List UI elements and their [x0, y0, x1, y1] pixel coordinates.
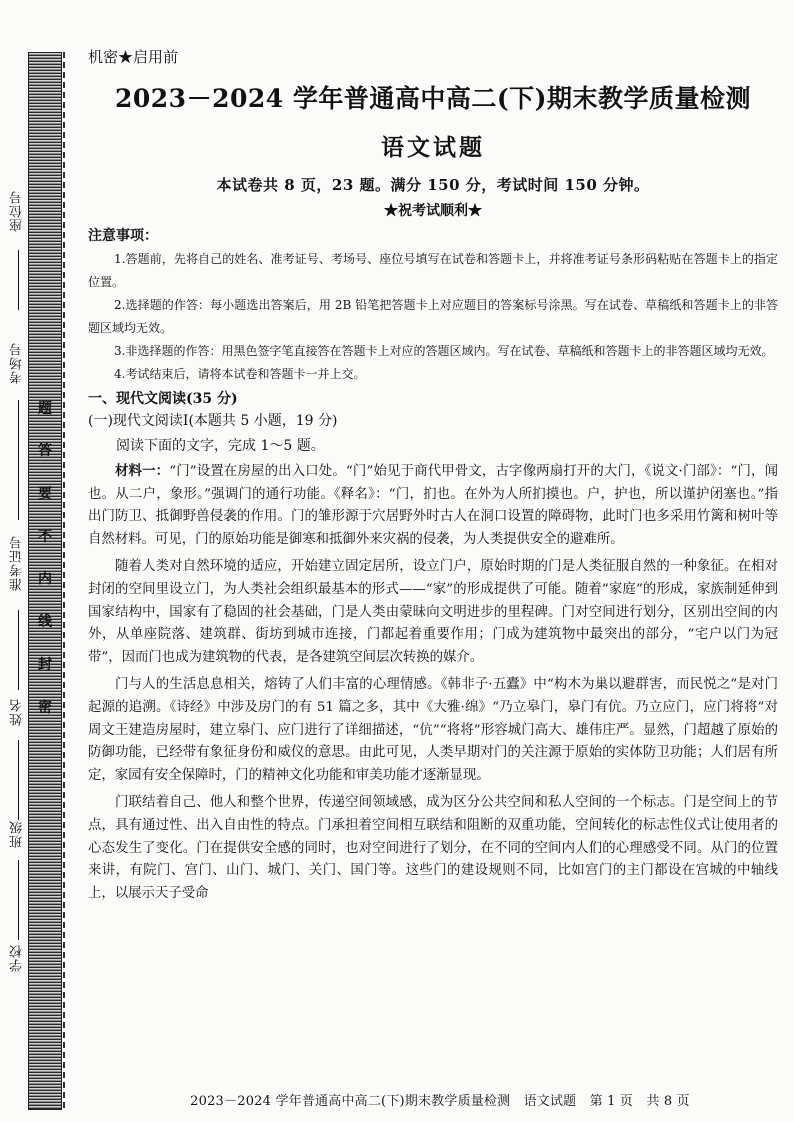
seal-char: 不: [38, 529, 52, 545]
seal-char: 题: [38, 401, 52, 417]
page-footer: 2023－2024 学年普通高中高二(下)期末教学质量检测 语文试题 第 1 页 共 8 页: [190, 1094, 690, 1109]
exam-room-field: [18, 400, 19, 520]
seal-line: [63, 52, 65, 1108]
name-field: [18, 740, 19, 820]
material-label: 材料一：: [115, 463, 170, 479]
exam-info: 本试卷共 8 页，23 题。满分 150 分，考试时间 150 分钟。: [216, 176, 650, 194]
seal-char: 内: [38, 571, 52, 587]
subsection-title: (一)现代文阅读Ⅰ(本题共 5 小题，19 分): [88, 413, 338, 429]
admission-number-field: [18, 610, 19, 690]
section-title: 一、现代文阅读(35 分): [88, 391, 238, 407]
material-paragraph: 随着人类对自然环境的适应，开始建立固定居所，设立门户，原始时期的门是人类征服自然的一种象征。在相对封闭的空间里设立门，为人类社会组织最基本的形式——“家”的形成提供了可能。随着“家庭”的形成，家族制延伸到国家结构中，国家有了稳固的社会基础，门是人类由蒙昧向文明进步的里程碑。门对空间进行划分，区别出空间的内外，从单座院落、建筑群、街坊到城市连接，门都起着重要作用；门成为建筑物中最突出的部分，“宅户以门为冠带”，因而门也成为建筑物的代表，是各建筑空间层次转换的媒介。: [88, 559, 778, 665]
notice-item: 1.答题前，先将自己的姓名、准考证号、考场号、座位号填写在试卷和答题卡上，并将准考证号条形码粘贴在答题卡上的指定位置。: [88, 252, 778, 289]
subject-title: 语文试题: [381, 134, 485, 161]
seal-char: 线: [38, 614, 52, 630]
class-label: 班级: [10, 820, 25, 848]
seat-number-label: 座位号: [10, 190, 25, 232]
exam-title: 2023－2024 学年普通高中高二(下)期末教学质量检测: [114, 84, 752, 113]
reading-instruction: 阅读下面的文字，完成 1～5 题。: [116, 438, 325, 454]
notice-item: 2.选择题的作答：每小题选出答案后，用 2B 铅笔把答题卡上对应题目的答案标号涂黑。写在试卷、草稿纸和答题卡上的非答题区域均无效。: [88, 298, 778, 335]
seal-char: 要: [38, 486, 52, 502]
paragraph-text: “门”设置在房屋的出入口处。“门”始见于商代甲骨文，古字像两扇打开的大门，《说文·门部》：“门，闻也。从二户，象形。”强调门的通行功能。《释名》：“门，扪也。在外为人所扪摸也。户，护也，所以谨护闭塞也。”指出门防卫、抵御野兽侵袭的作用。门的雏形源于穴居野外时古人在洞口设置的障碍物，此时门也多采用竹篱和树叶等自然材料。可见，门的原始功能是御寒和抵御外来灾祸的侵袭，为人类提供安全的避难所。: [88, 464, 779, 547]
admission-number-label: 准考证号: [10, 535, 25, 591]
seal-char: 密: [38, 700, 52, 716]
material-paragraph: 门联结着自己、他人和整个世界，传递空间领域感，成为区分公共空间和私人空间的一个标志。门是空间上的节点，具有通过性、出入自由性的特点。门承担着空间相互联结和阻断的双重功能，空间转化的标志性仪式让使用者的心态发生了变化。门在提供安全感的同时，也对空间进行了划分，在不同的空间内人们的心理感受不同。从门的位置来讲，有院门、宫门、山门、城门、关门、国门等。这些门的建设规则不同，比如宫门的主门都设在宫城的中轴线上，以展示天子受命: [88, 795, 778, 901]
class-field: [18, 860, 19, 940]
name-label: 姓名: [10, 698, 25, 726]
notice-item: 4.考试结束后，请将本试卷和答题卡一并上交。: [114, 367, 366, 381]
blessing-line: ★祝考试顺利★: [384, 203, 482, 219]
seal-char: 答: [38, 443, 52, 459]
notice-heading: 注意事项：: [88, 228, 158, 244]
exam-page-content: [88, 46, 778, 910]
notice-item: 3.非选择题的作答：用黑色签字笔直接答在答题卡上对应的答题区域内。写在试卷、草稿纸和答题卡上的非答题区域均无效。: [114, 344, 774, 358]
material-paragraph: [88, 460, 778, 551]
confidential-mark: 机密★启用前: [88, 48, 179, 66]
seal-char: 封: [38, 657, 52, 673]
school-label: 学校: [10, 944, 25, 972]
exam-room-label: 考场号: [10, 342, 25, 384]
seat-number-field: [18, 250, 19, 310]
material-paragraph: 门与人的生活息息相关，熔铸了人们丰富的心理情感。《韩非子·五蠹》中“构木为巢以避群害，而民悦之”是对门起源的追溯。《诗经》中涉及房门的有 51 篇之多，其中《大雅·绵》“乃立皋门，皋门有伉。乃立应门，应门将将”对周文王建造房屋时，建立皋门、应门进行了详细描述，“伉”“将将”形容城门高大、雄伟庄严。显然，门超越了原始的防御功能，已经带有象征身份和威仪的意思。由此可见，人类早期对门的关注源于原始的实体防卫功能；人们居有所定，家园有安全保障时，门的精神文化功能和审美功能才逐渐显现。: [88, 677, 778, 783]
